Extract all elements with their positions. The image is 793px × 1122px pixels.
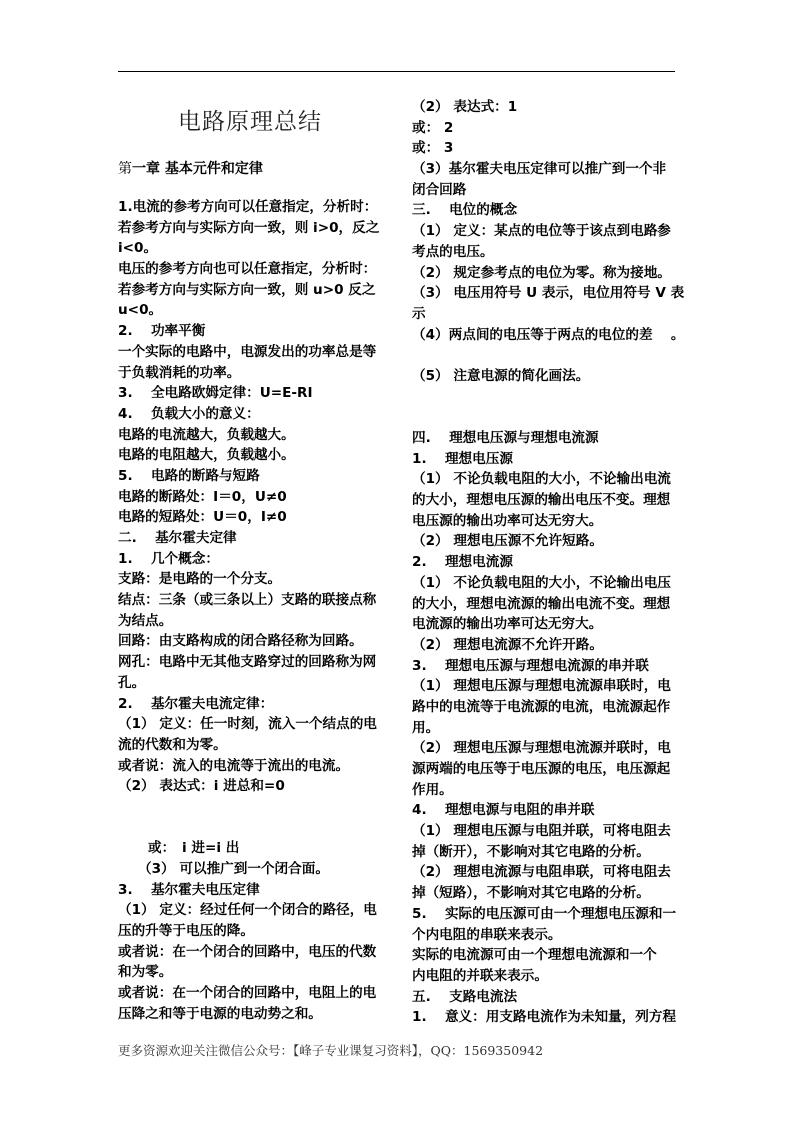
left-text-line: 4. 负载大小的意义： — [118, 405, 260, 422]
left-text-line: 于负载消耗的功率。 — [118, 364, 241, 381]
right-text-line: 作用。 — [412, 781, 453, 798]
left-text-line: 网孔：电路中无其他支路穿过的回路称为网 — [118, 654, 377, 671]
right-text-line: 1. 理想电压源 — [412, 450, 513, 467]
left-text-line: 3. 全电路欧姆定律：U=E-RI — [118, 385, 313, 402]
left-text-line: 结点：三条（或三条以上）支路的联接点称 — [118, 592, 377, 609]
right-text-line: （2） 理想电压源不允许短路。 — [412, 533, 603, 550]
left-text-line: 回路：由支路构成的闭合路径称为回路。 — [118, 633, 363, 650]
left-text-line: 5. 电路的断路与短路 — [118, 467, 260, 484]
right-text-line: （1） 定义：某点的电位等于该点到电路参 — [412, 223, 671, 240]
right-text-line: 掉（断开），不影响对其它电路的分析。 — [412, 843, 650, 860]
right-text-line: （1） 不论负载电阻的大小，不论输出电流 — [412, 471, 671, 488]
left-column — [118, 197, 408, 1025]
right-text-line: 考点的电压。 — [412, 243, 494, 260]
left-text-line: i<0。 — [118, 240, 158, 257]
right-text-line: 闭合回路 — [412, 181, 467, 198]
chapter-title: 一章 基本元件和定律 — [132, 161, 263, 177]
chapter-heading — [118, 158, 263, 178]
right-text-line: （5） 注意电源的简化画法。 — [412, 367, 590, 384]
left-text-line: （1） 定义：任一时刻，流入一个结点的电 — [118, 716, 377, 733]
left-text-line: （3） 可以推广到一个闭合面。 — [138, 861, 329, 877]
document-title: 电路原理总结 — [178, 109, 322, 135]
left-text-line: 电路的电阻越大，负载越小。 — [118, 447, 295, 464]
left-text-line: 和为零。 — [118, 964, 173, 981]
right-text-line: 四. 理想电压源与理想电流源 — [412, 430, 599, 446]
left-text-line: 3. 基尔霍夫电压定律 — [118, 881, 260, 898]
right-text-line: （2） 理想电流源与电阻串联，可将电阻去 — [412, 864, 671, 881]
left-text-line: 2. 基尔霍夫电流定律： — [118, 695, 274, 712]
left-text-line: 电路的短路处：U＝0，I≠0 — [118, 509, 287, 526]
left-text-line: u<0。 — [118, 302, 163, 319]
right-text-line: 内电阻的并联来表示。 — [412, 967, 548, 984]
right-text-line — [412, 387, 702, 408]
right-text-line: 三. 电位的概念 — [412, 202, 518, 219]
right-text-line: （2） 规定参考点的电位为零。称为接地。 — [412, 264, 671, 281]
right-text-line: 2. 理想电流源 — [412, 554, 513, 571]
right-text-line: （1） 不论负载电阻的大小，不论输出电压 — [412, 574, 671, 591]
header-rule — [118, 71, 675, 72]
right-text-line: 五. 支路电流法 — [412, 988, 518, 1005]
left-text-line — [118, 818, 408, 839]
right-text-line: （2） 表达式：1 — [412, 99, 518, 115]
right-text-line: 用。 — [412, 719, 440, 736]
right-text-line: （1） 理想电压源与电阻并联，可将电阻去 — [412, 823, 671, 840]
right-column — [412, 97, 702, 1028]
left-text-line: 压的升等于电压的降。 — [118, 923, 254, 940]
right-text-line: 路中的电流等于电流源的电流，电流源起作 — [412, 698, 671, 715]
right-text-line: （3）基尔霍夫电压定律可以推广到一个非 — [412, 161, 667, 178]
chapter-prefix: 第 — [118, 161, 132, 177]
left-text-line: 1.电流的参考方向可以任意指定，分析时： — [118, 199, 378, 215]
right-text-line — [412, 407, 702, 428]
right-text-line: 5. 实际的电压源可由一个理想电压源和一 — [412, 905, 677, 922]
left-text-line: 为结点。 — [118, 612, 173, 629]
left-text-line — [118, 797, 408, 818]
right-text-line: 或： 3 — [412, 140, 454, 157]
left-text-line: 或者说：流入的电流等于流出的电流。 — [118, 757, 350, 774]
left-text-line: （2） 表达式：i 进总和=0 — [118, 778, 285, 795]
left-text-line: 或者说：在一个闭合的回路中，电压的代数 — [118, 943, 377, 960]
right-text-line: 的大小，理想电压源的输出电压不变。理想 — [412, 492, 671, 509]
right-text-line: 掉（短路），不影响对其它电路的分析。 — [412, 885, 650, 902]
right-text-line: 4. 理想电源与电阻的串并联 — [412, 802, 595, 819]
right-text-line — [412, 345, 702, 366]
footer-note: 更多资源欢迎关注微信公众号：【峰子专业课复习资料】，QQ：1569350942 — [118, 1043, 544, 1058]
left-text-line: 孔。 — [118, 674, 146, 691]
left-text-line: 或者说：在一个闭合的回路中，电阻上的电 — [118, 985, 377, 1002]
left-text-line: 电压的参考方向也可以任意指定，分析时： — [118, 261, 377, 278]
right-text-line: 3. 理想电压源与理想电流源的串并联 — [412, 657, 649, 674]
right-text-line: 1. 意义：用支路电流作为未知量，列方程 — [412, 1009, 677, 1026]
left-text-line: （1） 定义：经过任何一个闭合的路径，电 — [118, 902, 377, 919]
left-text-line: 电路的断路处：I＝0，U≠0 — [118, 488, 287, 505]
left-text-line: 电路的电流越大，负载越大。 — [118, 426, 295, 443]
right-text-line: 电流源的输出功率可达无穷大。 — [412, 616, 603, 633]
right-text-line: （4）两点间的电压等于两点的电位的差 。 — [412, 326, 685, 343]
right-text-line: （2） 理想电压源与理想电流源并联时，电 — [412, 740, 671, 757]
left-text-line: 流的代数和为零。 — [118, 736, 227, 753]
right-text-line: 电压源的输出功率可达无穷大。 — [412, 512, 603, 529]
left-text-line: 1. 几个概念： — [118, 550, 219, 567]
left-text-line: 二. 基尔霍夫定律 — [118, 530, 237, 546]
left-text-line: 若参考方向与实际方向一致，则 i>0，反之 — [118, 219, 380, 236]
right-text-line: 实际的电流源可由一个理想电流源和一个 — [412, 947, 657, 964]
right-text-line: 源两端的电压等于电压源的电压，电压源起 — [412, 761, 671, 777]
right-text-line: 示 — [412, 305, 426, 322]
right-text-line: （1） 理想电压源与理想电流源串联时，电 — [412, 678, 671, 695]
left-text-line: 2. 功率平衡 — [118, 323, 206, 340]
left-text-line: 若参考方向与实际方向一致，则 u>0 反之 — [118, 281, 376, 298]
right-text-line: 或： 2 — [412, 119, 454, 136]
left-text-line: 一个实际的电路中，电源发出的功率总是等 — [118, 343, 377, 360]
right-text-line: （3） 电压用符号 U 表示，电位用符号 V 表 — [412, 285, 685, 302]
right-text-line: （2） 理想电流源不允许开路。 — [412, 636, 603, 653]
left-text-line: 支路：是电路的一个分支。 — [118, 571, 282, 588]
left-text-line: 压降之和等于电源的电动势之和。 — [118, 1005, 322, 1022]
left-text-line: 或： i 进=i 出 — [148, 840, 240, 857]
right-text-line: 个内电阻的串联来表示。 — [412, 926, 562, 943]
right-text-line: 的大小，理想电流源的输出电流不变。理想 — [412, 595, 671, 612]
